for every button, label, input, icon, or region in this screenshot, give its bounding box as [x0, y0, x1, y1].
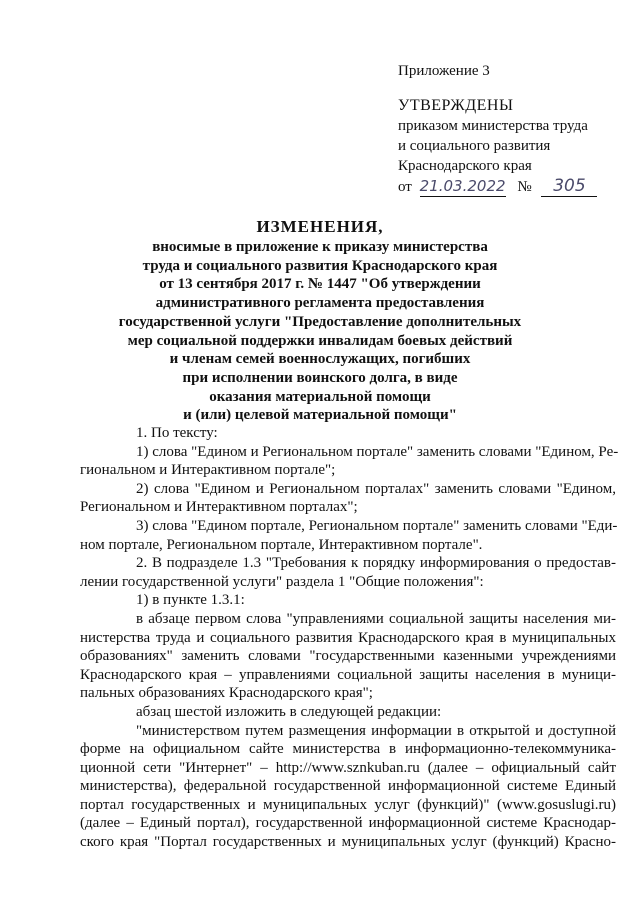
- body-line: лении государственной услуги" раздела 1 "Общие положения":: [80, 573, 484, 590]
- title-line: государственной услуги "Предоставление дополнительных: [118, 313, 522, 330]
- body-line: портал государственных и муниципальных услуг (функций)" (www.gosuslugi.ru): [80, 796, 616, 813]
- title-line: от 13 сентября 2017 г. № 1447 "Об утверждении: [159, 276, 481, 293]
- body-line: Краснодарского края – управлениями социальной защиты населения в муници-: [80, 666, 616, 683]
- body-line: "министерством путем размещения информации в открытой и доступной: [136, 722, 616, 739]
- title-line: мер социальной поддержки инвалидам боевых действий: [127, 332, 513, 349]
- body-line: 2. В подразделе 1.3 "Требования к порядку информирования о предостав-: [136, 555, 616, 572]
- document-body: [80, 424, 619, 852]
- body-line: министерства), федеральной государственной информационной системе Единый: [80, 778, 616, 795]
- title-line: и членам семей военнослужащих, погибших: [169, 351, 471, 368]
- document-title: [0, 216, 640, 425]
- body-line: форме на официальном сайте министерства в информационно-телекоммуника-: [80, 741, 616, 758]
- body-line: ского края "Портал государственных и муниципальных услуг (функций) Красно-: [80, 834, 616, 851]
- title-main: ИЗМЕНЕНИЯ,: [256, 217, 384, 236]
- body-line: гиональном и Интерактивном портале";: [80, 462, 336, 479]
- body-line: нистерства труда и социального развития Краснодарского края в муниципальных: [80, 629, 616, 646]
- body-line: (далее – Единый портал), государственной информационной системе Краснодар-: [80, 815, 616, 832]
- title-line: административного регламента предоставления: [155, 295, 485, 312]
- order-line-2: и социального развития: [398, 138, 551, 154]
- title-line: труда и социального развития Краснодарского края: [142, 257, 498, 274]
- body-line: образованиях" заменить словами "государственными казенными учреждениями: [80, 648, 616, 665]
- order-line-3: Краснодарского края: [398, 158, 532, 174]
- title-line: вносимые в приложение к приказу министерства: [152, 239, 488, 255]
- body-line: 1) в пункте 1.3.1:: [136, 592, 245, 609]
- date-number-row: [398, 176, 597, 197]
- body-line: 1) слова "Едином и Региональном портале" заменить словами "Едином, Ре-: [136, 443, 619, 460]
- number-label: №: [517, 179, 532, 195]
- body-line: абзац шестой изложить в следующей редакции:: [136, 703, 442, 720]
- appendix-label: Приложение 3: [398, 63, 490, 79]
- body-line: ционной сети "Интернет" – http://www.sznkuban.ru (далее – официальный сайт: [80, 759, 616, 776]
- from-label: от: [398, 179, 412, 195]
- handwritten-number: 305: [541, 176, 597, 197]
- approved-heading: УТВЕРЖДЕНЫ: [398, 97, 514, 114]
- body-line: в абзаце первом слова "управлениями социальной защиты населения ми-: [136, 610, 616, 627]
- title-line: оказания материальной помощи: [209, 388, 431, 405]
- body-line: ном портале, Региональном портале, Интерактивном портале".: [80, 536, 483, 553]
- body-line: 2) слова "Едином и Региональном порталах" заменить словами "Едином,: [136, 480, 616, 497]
- order-line-1: приказом министерства труда: [398, 118, 588, 134]
- body-line: 1. По тексту:: [136, 425, 218, 441]
- handwritten-date: 21.03.2022: [419, 177, 506, 195]
- body-line: 3) слова "Едином портале, Региональном портале" заменить словами "Еди-: [136, 517, 618, 534]
- title-line: при исполнении воинского долга, в виде: [182, 369, 458, 386]
- body-line: пальных образованиях Краснодарского края";: [80, 685, 373, 702]
- approval-block: [398, 96, 597, 197]
- title-line: и (или) целевой материальной помощи": [183, 407, 457, 424]
- body-line: Региональном и Интерактивном порталах";: [80, 499, 358, 516]
